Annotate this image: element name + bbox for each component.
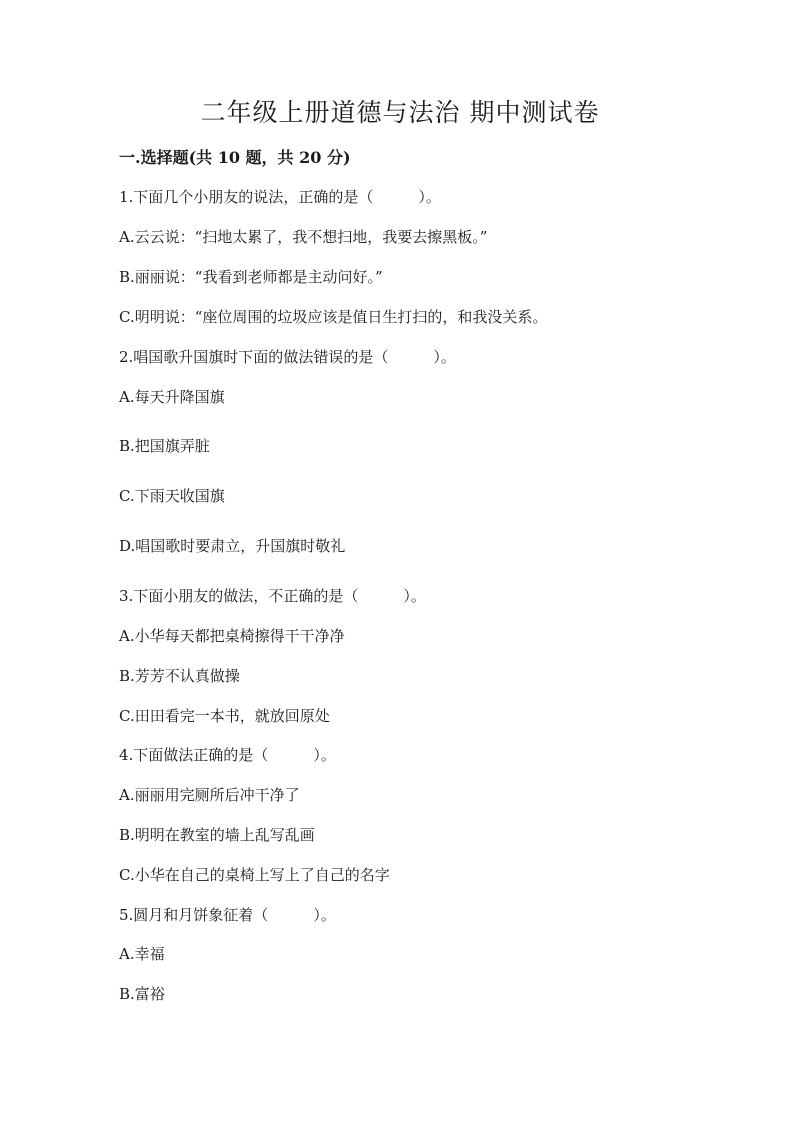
question-3-stem: 3.下面小朋友的做法，不正确的是（ ）。 <box>119 587 426 605</box>
question-2-option-c: C.下雨天收国旗 <box>119 487 225 505</box>
section-heading: 一.选择题(共 10 题，共 20 分) <box>119 148 351 167</box>
question-1-option-a: A.云云说：“扫地太累了，我不想扫地，我要去擦黑板。” <box>119 228 488 246</box>
question-5-stem: 5.圆月和月饼象征着（ ）。 <box>119 906 336 924</box>
question-2-option-d: D.唱国歌时要肃立，升国旗时敬礼 <box>119 537 346 555</box>
question-1-stem: 1.下面几个小朋友的说法，正确的是（ ）。 <box>119 188 441 206</box>
question-4-option-b: B.明明在教室的墙上乱写乱画 <box>119 826 315 844</box>
question-3-option-a: A.小华每天都把桌椅擦得干干净净 <box>119 627 345 645</box>
question-3-option-b: B.芳芳不认真做操 <box>119 667 240 685</box>
question-2-option-b: B.把国旗弄脏 <box>119 437 210 455</box>
question-5-option-b: B.富裕 <box>119 985 165 1003</box>
question-1-option-c: C.明明说：“座位周围的垃圾应该是值日生打扫的，和我没关系。 <box>119 308 548 326</box>
page-title: 二年级上册道德与法治 期中测试卷 <box>200 98 600 127</box>
question-2-stem: 2.唱国歌升国旗时下面的做法错误的是（ ）。 <box>119 348 456 366</box>
question-4-option-c: C.小华在自己的桌椅上写上了自己的名字 <box>119 866 390 884</box>
question-4-stem: 4.下面做法正确的是（ ）。 <box>119 746 336 764</box>
question-2-option-a: A.每天升降国旗 <box>119 388 225 406</box>
question-5-option-a: A.幸福 <box>119 945 165 963</box>
question-4-option-a: A.丽丽用完厕所后冲干净了 <box>119 786 300 804</box>
question-3-option-c: C.田田看完一本书，就放回原处 <box>119 707 330 725</box>
question-1-option-b: B.丽丽说：“我看到老师都是主动问好。” <box>119 268 383 286</box>
